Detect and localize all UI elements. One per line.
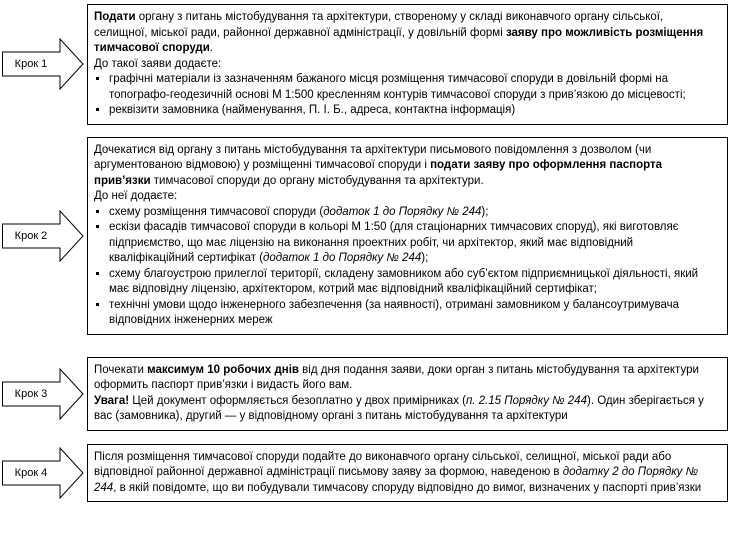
bullet-item (109, 72, 719, 103)
text-segment: органу з питань містобудування та архітектури, створеному у складі виконавчого органу сільської, селищної, міської ради, районної державної адміністрації, у довільній формі (94, 11, 664, 39)
bullet-list (94, 72, 719, 119)
step-row-1 (2, 4, 728, 125)
step-box-1 (87, 4, 728, 125)
paragraph (94, 450, 719, 497)
bullet-item (109, 205, 719, 221)
bullet-item (109, 267, 719, 298)
text-segment: Цей документ оформляється безоплатно у двох примірниках ( (129, 394, 466, 407)
paragraph (94, 10, 719, 57)
bullet-item (109, 298, 719, 329)
text-segment: схему розміщення тимчасової споруди ( (109, 205, 324, 218)
step-row-3 (2, 357, 728, 431)
paragraph (94, 143, 719, 190)
text-segment: заяву про можливість розміщення тимчасової споруди (94, 26, 704, 54)
step-row-2 (2, 137, 728, 335)
paragraph (94, 57, 719, 73)
step-arrow-2 (2, 210, 84, 262)
step-label: Крок 1 (14, 58, 48, 71)
step-label: Крок 4 (14, 466, 48, 479)
step-row-4 (2, 444, 728, 503)
text-segment: графічні матеріали із зазначенням бажаного місця розміщення тимчасової споруди в довільній формі на топографо-геодезичній основі М 1:500 кресленням контурів тимчасової споруди з прив’язкою до місцевості; (109, 73, 686, 101)
text-segment: додаток 1 до Порядку № 244 (323, 205, 482, 218)
text-segment: реквізити замовника (найменування, П. І. Б., адреса, контактна інформація) (109, 104, 516, 116)
step-arrow-3 (2, 368, 84, 420)
step-box-3 (87, 357, 728, 431)
text-segment: ). Один зберігається у вас (замовника), другий — у відповідному органі з питань містобудування та архітектури (94, 394, 704, 422)
paragraph (94, 189, 719, 205)
text-segment: додаток 1 до Порядку № 244 (263, 252, 422, 264)
text-segment: від дня подання заяви, доки орган з питань містобудування та архітектури оформить паспорт прив’язки і видасть його вам. (94, 363, 699, 391)
text-segment: максимум 10 робочих днів (147, 363, 299, 376)
bullet-item (109, 103, 719, 119)
step-label: Крок 3 (14, 387, 48, 400)
text-segment: технічні умови щодо інженерного забезпечення (за наявності), отримані замовником у балансоутримувача відповідних інженерних мереж (109, 298, 680, 326)
text-segment: До такої заяви додаєте: (94, 57, 222, 70)
text-segment: ескізи фасадів тимчасової споруди в кольорі М 1:50 (для стаціонарних тимчасових споруд), які виготовляє підприємство, що має ліцензію на виконання проектних робіт, чи архітектор, який має відповідний кваліфікаційний сертифікат ( (109, 221, 679, 264)
text-segment: ); (481, 205, 489, 218)
text-segment: Дочекатися від органу з питань містобудування та архітектури письмового повідомлення з дозволом (чи аргументованою відмовою) у розміщенні тимчасової споруди і (94, 143, 652, 171)
text-segment: Почекати (94, 363, 148, 376)
step-label: Крок 2 (14, 229, 48, 242)
paragraph (94, 363, 719, 394)
bullet-list (94, 205, 719, 329)
text-segment: . (209, 42, 213, 54)
text-segment: додатку 2 до Порядку № 244 (94, 466, 699, 494)
step-box-2 (87, 137, 728, 335)
step-box-4 (87, 444, 728, 503)
step-arrow-1 (2, 38, 84, 90)
text-segment: схему благоустрою прилеглої території, складену замовником або суб’єктом підприємницької діяльності, який має відповідну ліцензію, архітектором, котрий має відповідний кваліфікаційний сертифікат; (109, 267, 699, 295)
text-segment: п. 2.15 Порядку № 244 (465, 394, 587, 407)
text-segment: ); (421, 252, 429, 264)
step-arrow-4 (2, 447, 84, 499)
text-segment: До неї додаєте: (94, 190, 178, 202)
bullet-item (109, 220, 719, 267)
text-segment: Подати (94, 11, 136, 23)
text-segment: подати заяву про оформлення паспорта прив’язки (94, 159, 663, 187)
text-segment: , в якій повідомте, що ви побудували тимчасову споруду відповідно до вимог, визначених у паспорті прив’язки (113, 481, 702, 494)
text-segment: Увага! (94, 394, 130, 407)
text-segment: тимчасової споруди до органу містобудування та архітектури. (150, 174, 484, 187)
text-segment: Після розміщення тимчасової споруди подайте до виконавчого органу сільської, селищної, міської ради або відповідної районної державної адміністрації письмову заяву за формою, наведеною в (94, 450, 672, 478)
paragraph (94, 394, 719, 425)
